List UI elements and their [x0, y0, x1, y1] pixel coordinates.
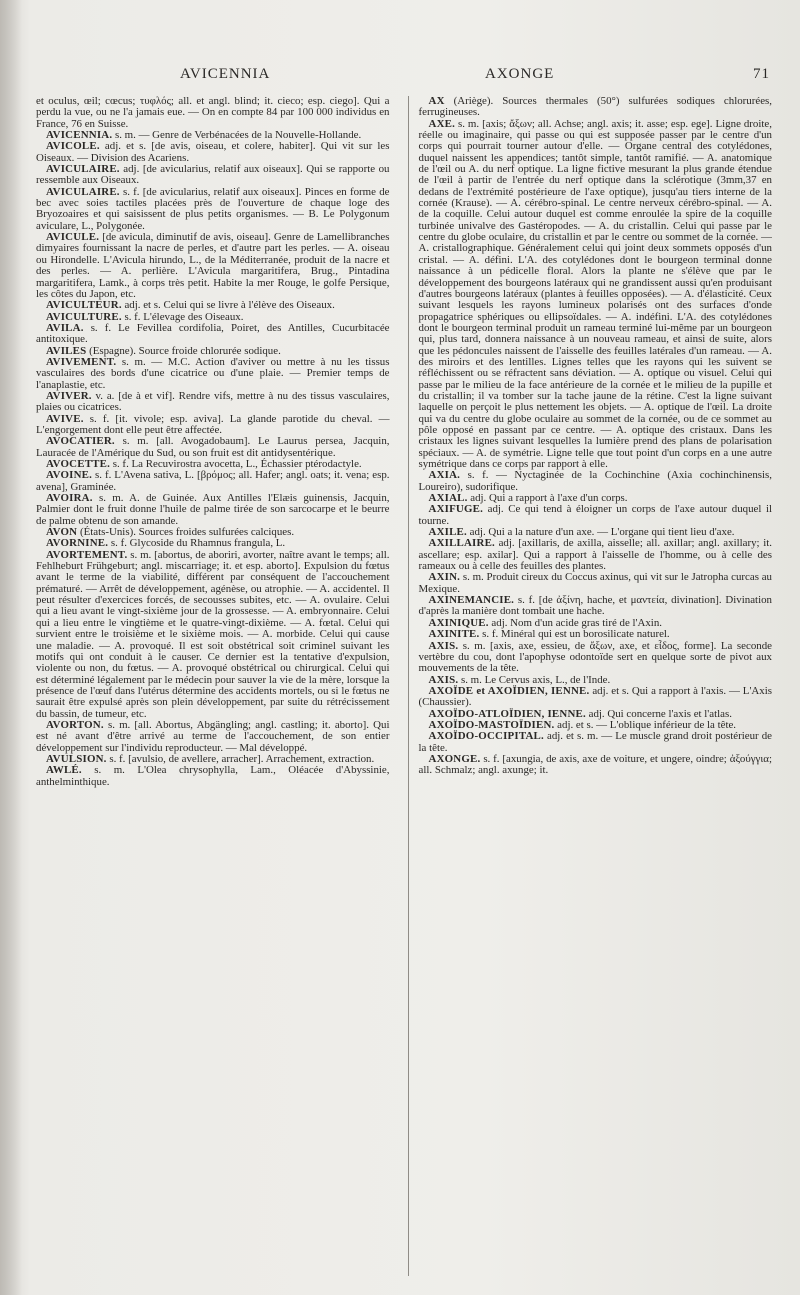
entry-headword: AXIN. [428, 571, 461, 584]
entry-definition: s. f. La Recuvirostra avocetta, L., Échassier ptérodactyle. [110, 458, 362, 470]
entry-headword: AWLÉ. [46, 764, 82, 777]
entry-definition: adj. [axillaris, de axilla, aisselle; all. axillar; angl. axillary; it. ascellare; esp. axilar]. Qui a rapport à l'aisselle de l'homme, ou à celle des rameaux ou à celle des feuilles des plantes. [418, 537, 772, 573]
entry-definition: et oculus, œil; cœcus; τυφλός; all. et angl. blind; it. cieco; esp. ciego]. Qui a perdu la vue, ou ne l'a jamais eue. — On en compte 84 par 100 000 individus en France, 76 en Suisse. [36, 96, 390, 130]
entry-definition: s. m. — Genre de Verbénacées de la Nouvelle-Hollande. [112, 129, 362, 142]
entry-definition: adj. Qui concerne l'axis et l'atlas. [585, 707, 732, 720]
entry-headword: AVOINE. [46, 469, 93, 482]
entry-definition: (États-Unis). Sources froides sulfurées calciques. [77, 526, 295, 539]
entry-definition: s. m. [all. Abortus, Abgängling; angl. castling; it. aborto]. Qui est né avant d'être arrivé au terme de l'accouchement, de son entier développement sur l'individu reproducteur. — Mal développé. [36, 718, 390, 754]
dictionary-entry [419, 595, 773, 618]
dictionary-entry [419, 470, 773, 493]
entry-definition: adj. Qui a la nature d'un axe. — L'organe qui tient lieu d'axe. [466, 526, 735, 539]
entry-definition: s. f. [it. vivole; esp. aviva]. La glande parotide du cheval. — L'engorgement dont elle peut être affectée. [36, 412, 390, 436]
dictionary-entry [419, 754, 773, 777]
entry-headword: AXIAL. [428, 492, 468, 505]
entry-definition: s. m. [abortus, de aboriri, avorter, naître avant le temps; all. Fehlheburt Frühgeburt; angl. miscarriage; it. et esp. aborto]. Expulsion du fœtus avant le terme de la viabilité, différent par conséquent de l'accouchement prématuré. — Arrêt de développement, agénèse, ou atrophie. — A. accidentel. Il peut résulter d'exercices forcés, de secousses subites, etc. — A. ovulaire. Celui qui a lieu avant le vingt-sixième jour de la grossesse. — A. embryonnaire. Celui qui a lieu entre le vingtième et le quatre-vingt-dixième. — A. fœtal. Celui qui survient entre le troisième et le sixième mois. — A. morbide. Celui qui cause une maladie. — A. provoqué. Il est soit obstétrical soit criminel suivant les motifs qui ont conduit à le causer. Ce dernier est la tentative d'expulsion, violente ou non, du fœtus. — A. provoqué obstétrical ou chirurgical. Celui qui est déterminé légalement par le médecin pour sauver la vie de la mère, lorsque la présence de l'œuf dans l'utérus détermine des accidents mortels, ou si le fœtus ne saurait être expulsé après son plein développement, par suite du rétrécissement du bassin, de tumeur, etc. [36, 548, 390, 720]
entry-definition: s. f. Le Fevillea cordifolia, Poiret, des Antilles, Cucurbitacée antitoxique. [36, 321, 390, 346]
entry-definition: (Ariège). Sources thermales (50°) sulfurées sodiques chlorurées, ferrugineuses. [418, 96, 772, 119]
entry-definition: adj. Ce qui tend à éloigner un corps de l'axe autour duquel il tourne. [418, 503, 772, 527]
entry-headword: AVORTON. [46, 718, 104, 731]
entry-definition: adj. Qui a rapport à l'axe d'un corps. [467, 492, 628, 505]
entry-definition: adj. et s. Qui a rapport à l'axis. — L'Axis (Chaussier). [418, 684, 772, 709]
entry-headword: AVOCATIER. [46, 435, 115, 448]
left-column [36, 96, 390, 1276]
dictionary-entry [36, 493, 390, 527]
entry-headword: AVICULAIRE. [46, 163, 120, 176]
entry-headword: AVICULE. [46, 231, 100, 244]
entry-headword: AVIVER. [46, 389, 92, 402]
entry-definition: v. a. [de à et vif]. Rendre vifs, mettre à nu des tissus vasculaires, plaies ou cicatrices. [36, 389, 390, 414]
entry-definition: s. m. Produit cireux du Coccus axinus, qui vit sur le Jatropha curcas au Mexique. [418, 571, 772, 595]
entry-definition: s. m. A. de Guinée. Aux Antilles l'Elæis guinensis, Jacquin, Palmier dont le fruit donne l'huile de palme tirée de son sarcocarpe et le beurre de palme obtenu de son amande. [36, 492, 390, 527]
dictionary-entry [36, 414, 390, 437]
entry-headword: AVULSION. [46, 752, 107, 765]
dictionary-entry [36, 765, 390, 788]
entry-definition: adj. et s. [de avis, oiseau, et colere, habiter]. Qui vit sur les Oiseaux. — Division des Acariens. [36, 140, 390, 164]
dictionary-entry [36, 323, 390, 346]
entry-definition: s. f. [de avicularius, relatif aux oiseaux]. Pinces en forme de bec avec soies tactiles placées près de l'ouverture de chaque loge des Bryozoaires et qui saisissent de plus petits organismes. — B. Le Polygonum aviculare, L., Polygonée. [36, 185, 390, 232]
dictionary-entry [36, 470, 390, 493]
entry-headword: AXIFUGE. [428, 503, 484, 516]
entry-headword: AVOCETTE. [46, 458, 111, 470]
dictionary-entry [419, 119, 773, 471]
dictionary-entry [36, 550, 390, 720]
entry-headword: AXINEMANCIE. [428, 594, 515, 607]
header-left-word: AVICENNIA [180, 66, 271, 82]
entry-headword: AVIVE. [46, 412, 84, 425]
entry-headword: AXILLAIRE. [428, 537, 495, 550]
entry-headword: AXIS. [428, 639, 459, 652]
entry-definition: s. f. Glycoside du Rhamnus frangula, L. [108, 537, 286, 550]
entry-definition: s. f. L'Avena sativa, L. [βρόμος; all. Hafer; angl. oats; it. vena; esp. avena], Graminée. [36, 469, 390, 493]
entry-headword: AVICOLE. [46, 140, 100, 153]
page-number: 71 [753, 66, 770, 82]
entry-definition: s. m. L'Olea chrysophylla, Lam., Oléacée d'Abyssinie, anthelminthique. [36, 764, 390, 788]
dictionary-entry [419, 686, 773, 709]
entry-headword: AVOIRA. [46, 492, 93, 505]
right-column [408, 96, 773, 1276]
entry-headword: AVILA. [46, 321, 84, 334]
entry-headword: AXOÏDO-MASTOÏDIEN. [428, 718, 555, 731]
dictionary-entry [419, 96, 773, 119]
dictionary-entry [419, 641, 773, 675]
dictionary-entry [36, 720, 390, 754]
entry-definition: s. f. Minéral qui est un borosilicate naturel. [479, 628, 670, 641]
entry-headword: AXILE. [428, 526, 467, 539]
entry-definition: adj. et s. m. — Le muscle grand droit postérieur de la tête. [418, 730, 772, 754]
dictionary-entry [419, 731, 773, 754]
entry-headword: AVIVEMENT. [46, 355, 117, 368]
entry-definition: s. m. — M.C. Action d'aviver ou mettre à nu les tissus vasculaires des bords d'une cicatrice ou d'une plaie. — Premier temps de l'anaplastie, etc. [36, 355, 390, 391]
dictionary-entry [36, 436, 390, 459]
dictionary-entry [36, 164, 390, 187]
entry-definition: adj. [de avicularius, relatif aux oiseaux]. Qui se rapporte ou ressemble aux Oiseaux. [36, 163, 390, 187]
entry-definition: s. m. [axis, axe, essieu, de ἄξων, axe, et εἶδος, forme]. La seconde vertèbre du cou, dont l'apophyse odontoïde sert en quelque sorte de pivot aux mouvements de la tête. [418, 639, 772, 675]
entry-headword: AXOÏDO-OCCIPITAL. [428, 730, 544, 743]
entry-headword: AXE. [428, 117, 456, 130]
entry-definition: s. f. [de ἀξίνη, hache, et μαντεία, divination]. Divination d'après la manière dont tombait une hache. [418, 594, 772, 618]
dictionary-entry [36, 357, 390, 391]
entry-headword: AXOÏDO-ATLOÏDIEN, IENNE. [428, 707, 586, 720]
entry-headword: AVICULTEUR. [46, 299, 122, 312]
entry-definition: s. m. [all. Avogadobaum]. Le Laurus persea, Jacquin, Lauracée de l'Amérique du Sud, ou son fruit est dit antidysentérique. [36, 435, 390, 459]
entry-definition: s. f. [avulsio, de avellere, arracher]. Arrachement, extraction. [106, 752, 375, 765]
entry-headword: AVICULTURE. [46, 310, 122, 323]
entry-headword: AVILES [46, 344, 87, 357]
entry-headword: AXINITE. [428, 628, 480, 641]
header-center-word: AXONGE [485, 66, 555, 82]
entry-definition: (Espagne). Source froide chlorurée sodique. [86, 344, 281, 357]
running-header [40, 66, 770, 90]
dictionary-entry [419, 572, 773, 595]
entry-headword: AXINIQUE. [428, 616, 489, 629]
entry-headword: AVICULAIRE. [46, 185, 120, 198]
entry-definition: s. m. Le Cervus axis, L., de l'Inde. [458, 673, 611, 686]
entry-definition: adj. et s. — L'oblique inférieur de la tête. [554, 718, 737, 731]
dictionary-entry [36, 232, 390, 300]
entry-headword: AVICENNIA. [46, 129, 113, 142]
dictionary-entry [36, 141, 390, 164]
dictionary-entry [419, 504, 773, 527]
entry-headword: AXONGE. [428, 752, 481, 765]
entry-definition: s. f. — Nyctaginée de la Cochinchine (Axia cochinchinensis, Loureiro), sudorifique. [418, 469, 772, 493]
entry-definition: [de avicula, diminutif de avis, oiseau]. Genre de Lamellibranches dimyaires fournissant la nacre de perles, et d'autre part les perles. — A. oiseau ou Hirondelle. L'Avicula hirundo, L., de la Méditerranée, produit de la nacre et des perles. — A. perlière. L'Avicula margaritifera, Brug., Pintadina margaritifera, Lamk., à corps très petit. Habite la mer Rouge, le golfe Persique, les côtes du Japon, etc. [36, 231, 390, 300]
dictionary-entry [419, 538, 773, 572]
entry-headword: AXOÏDE et AXOÏDIEN, IENNE. [428, 684, 590, 697]
entry-definition: s. m. [axis; ἄξων; all. Achse; angl. axis; it. asse; esp. ege]. Ligne droite, réelle ou imaginaire, qui passe ou qui est supposée passer par le centre d'un corps qui pourrait tourner autour d'elle. — Organe central des cotylédones, duquel naissent les appendices; tantôt simple, tantôt ramifié. — A. anatomique de l'œil ou A. du nerf optique. La ligne fictive mesurant la plus grande étendue de l'œil à partir de l'entrée du nerf optique dans la sclérotique (3mm,37 en dedans de l'extrémité postérieure de l'axe optique), jusqu'au tiers interne de la cornée (Krause). — A. cérébro-spinal. Le centre nerveux cérébro-spinal. — A. de la coquille. Celui autour duquel est comme enroulée la spire de la coquille turbinée univalve des Gastéropodes. — A. du cristallin. Celui qui passe par le centre du globe oculaire, du cristallin et par le centre ou sommet de la cornée. — A. cristallographique. Généralement celui qui joint deux sommets opposés d'un cristal. — A. défini. L'A. des cotylédones dont le bourgeon terminal donne naissance à un pédicelle floral. Alors la plante ne s'élève que par le développement des bourgeons latéraux qui ne grandissent aussi qu'en produisant d'autres bourgeons latéraux (plantes à feuilles opposées). — A. d'élasticité. Ceux suivant lesquels les rayons lumineux polarisés ont des surfaces d'onde propagatrice sphériques ou ellipsoïdales. — A. indéfini. L'A. des cotylédones dont le bourgeon terminal produit un rameau terminé lui-même par un bourgeon qui, plus tard, donnera naissance à un nouveau rameau, et ainsi de suite, alors que les pédoncules naissent de l'aisselle des feuilles latérales d'un rameau. — A. des miroirs et des lentilles. Lignes telles que les rayons qui les suivent se réfléchissent ou se réfractent sans déviation. — A. optique ou visuel. Celui qui passe par le milieu de la face antérieure de la cornée et le milieu de la pupille et du cristallin; il va tomber sur la tache jaune de la rétine. C'est la ligne suivant laquelle on perçoit le plus nettement les objets. — A. optique de l'œil. La droite qui va du centre du globe oculaire au sommet de la cornée, ou de ce sommet au pôle opposé en passant par ce centre. — A. optique des cristaux. Dans les cristaux les lignes suivant lesquelles la lumière prend des plans de polarisation spéciaux. — A. de symétrie. Ligne telle que tout point d'un corps en a une autre symétrique dans ce corps par rapport à elle. [418, 117, 772, 470]
dictionary-entry [36, 187, 390, 232]
entry-headword: AVON [46, 526, 78, 539]
entry-definition: adj. et s. Celui qui se livre à l'élève des Oiseaux. [121, 299, 335, 312]
entry-headword: AX [428, 96, 445, 107]
page-gutter-shadow [0, 0, 22, 1295]
entry-headword: AXIA. [428, 469, 461, 482]
dictionary-entry [36, 391, 390, 414]
entry-definition: s. f. L'élevage des Oiseaux. [121, 310, 244, 323]
entry-headword: AVORNINE. [46, 537, 109, 550]
entry-headword: AXIS. [428, 673, 459, 686]
entry-headword: AVORTEMENT. [46, 548, 128, 561]
entry-definition: s. f. [axungia, de axis, axe de voiture, et ungere, oindre; ἀξούγγια; all. Schmalz; angl. axunge; it. [418, 752, 772, 777]
text-columns [36, 96, 772, 1276]
entry-definition: adj. Nom d'un acide gras tiré de l'Axin. [488, 616, 662, 629]
dictionary-entry [36, 96, 390, 130]
